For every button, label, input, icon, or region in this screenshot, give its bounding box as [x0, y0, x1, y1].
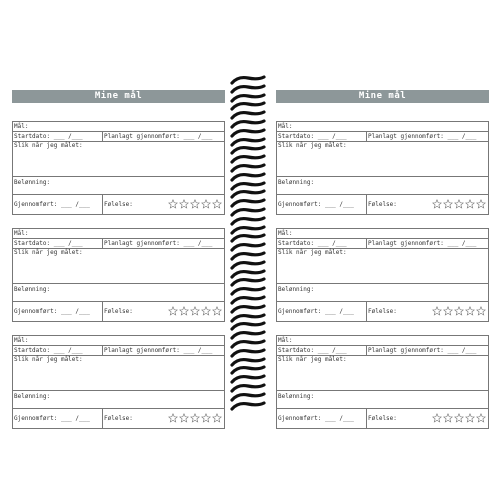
star-outline-icon [168, 306, 178, 316]
goal-row [277, 336, 488, 346]
star-outline-icon [432, 413, 442, 423]
star-outline-icon [454, 413, 464, 423]
star-outline-icon [179, 199, 189, 209]
page-title: Mine mål [276, 90, 489, 103]
feeling-star-rating [168, 413, 222, 423]
how-reach-label: Slik når jeg målet: [278, 142, 347, 149]
done-row [13, 195, 224, 214]
goal-block [276, 228, 489, 322]
spiral-coil [230, 401, 266, 413]
goal-block [12, 121, 225, 215]
star-outline-icon [465, 413, 475, 423]
reward-label: Belønning: [14, 393, 51, 400]
reward-label: Belønning: [278, 393, 315, 400]
date-row [13, 132, 224, 142]
how-reach-label: Slik når jeg målet: [14, 356, 83, 363]
star-outline-icon [212, 306, 222, 316]
how-reach-label: Slik når jeg målet: [14, 142, 83, 149]
done-row [13, 302, 224, 321]
goal-row [13, 122, 224, 132]
planned-done-label: Planlagt gjennomført: ___ /___ [104, 347, 213, 354]
goal-label: Mål: [14, 337, 29, 344]
star-outline-icon [201, 306, 211, 316]
star-outline-icon [179, 306, 189, 316]
start-date-label: Startdato: ___ /___ [278, 133, 347, 140]
star-outline-icon [190, 413, 200, 423]
start-date-label: Startdato: ___ /___ [278, 347, 347, 354]
star-outline-icon [454, 306, 464, 316]
done-label: Gjennomført: ___ /___ [14, 308, 90, 315]
divider [277, 176, 488, 177]
right-page [276, 90, 489, 422]
goal-label: Mål: [278, 337, 293, 344]
star-outline-icon [212, 199, 222, 209]
date-row [277, 239, 488, 249]
star-outline-icon [190, 306, 200, 316]
start-date-label: Startdato: ___ /___ [14, 133, 83, 140]
how-reach-label: Slik når jeg målet: [14, 249, 83, 256]
star-outline-icon [190, 199, 200, 209]
feeling-label: Følelse: [104, 415, 133, 422]
feeling-label: Følelse: [368, 415, 397, 422]
done-row [277, 302, 488, 321]
done-label: Gjennomført: ___ /___ [278, 308, 354, 315]
done-row [277, 195, 488, 214]
star-outline-icon [476, 306, 486, 316]
star-outline-icon [443, 199, 453, 209]
goal-row [277, 122, 488, 132]
date-row [13, 239, 224, 249]
planned-done-label: Planlagt gjennomført: ___ /___ [104, 133, 213, 140]
goal-block [276, 335, 489, 429]
start-date-label: Startdato: ___ /___ [14, 240, 83, 247]
divider [13, 176, 224, 177]
star-outline-icon [201, 199, 211, 209]
goal-block [12, 228, 225, 322]
feeling-label: Følelse: [104, 308, 133, 315]
goal-row [13, 229, 224, 239]
goal-label: Mål: [14, 230, 29, 237]
star-outline-icon [476, 413, 486, 423]
planned-done-label: Planlagt gjennomført: ___ /___ [368, 133, 477, 140]
divider [277, 390, 488, 391]
feeling-star-rating [168, 306, 222, 316]
date-row [277, 346, 488, 356]
star-outline-icon [465, 306, 475, 316]
star-outline-icon [168, 199, 178, 209]
star-outline-icon [454, 199, 464, 209]
left-page [12, 90, 225, 422]
start-date-label: Startdato: ___ /___ [14, 347, 83, 354]
planned-done-label: Planlagt gjennomført: ___ /___ [368, 347, 477, 354]
done-label: Gjennomført: ___ /___ [14, 415, 90, 422]
how-reach-label: Slik når jeg målet: [278, 356, 347, 363]
star-outline-icon [201, 413, 211, 423]
done-row [277, 409, 488, 428]
goal-block [276, 121, 489, 215]
star-outline-icon [212, 413, 222, 423]
feeling-label: Følelse: [368, 201, 397, 208]
planned-done-label: Planlagt gjennomført: ___ /___ [368, 240, 477, 247]
star-outline-icon [465, 199, 475, 209]
date-row [277, 132, 488, 142]
page-title: Mine mål [12, 90, 225, 103]
star-outline-icon [168, 413, 178, 423]
feeling-star-rating [432, 199, 486, 209]
feeling-star-rating [432, 413, 486, 423]
done-label: Gjennomført: ___ /___ [278, 415, 354, 422]
feeling-label: Følelse: [368, 308, 397, 315]
how-reach-label: Slik når jeg målet: [278, 249, 347, 256]
star-outline-icon [443, 413, 453, 423]
divider [13, 390, 224, 391]
date-row [13, 346, 224, 356]
planned-done-label: Planlagt gjennomført: ___ /___ [104, 240, 213, 247]
star-outline-icon [443, 306, 453, 316]
reward-label: Belønning: [278, 286, 315, 293]
goal-label: Mål: [278, 230, 293, 237]
reward-label: Belønning: [14, 286, 51, 293]
star-outline-icon [432, 199, 442, 209]
goal-block [12, 335, 225, 429]
done-label: Gjennomført: ___ /___ [14, 201, 90, 208]
done-label: Gjennomført: ___ /___ [278, 201, 354, 208]
goal-row [13, 336, 224, 346]
feeling-label: Følelse: [104, 201, 133, 208]
goal-label: Mål: [278, 123, 293, 130]
divider [13, 283, 224, 284]
star-outline-icon [432, 306, 442, 316]
reward-label: Belønning: [278, 179, 315, 186]
goal-row [277, 229, 488, 239]
spiral-binding [230, 75, 266, 415]
reward-label: Belønning: [14, 179, 51, 186]
start-date-label: Startdato: ___ /___ [278, 240, 347, 247]
feeling-star-rating [432, 306, 486, 316]
star-outline-icon [179, 413, 189, 423]
done-row [13, 409, 224, 428]
divider [277, 283, 488, 284]
star-outline-icon [476, 199, 486, 209]
feeling-star-rating [168, 199, 222, 209]
goal-label: Mål: [14, 123, 29, 130]
